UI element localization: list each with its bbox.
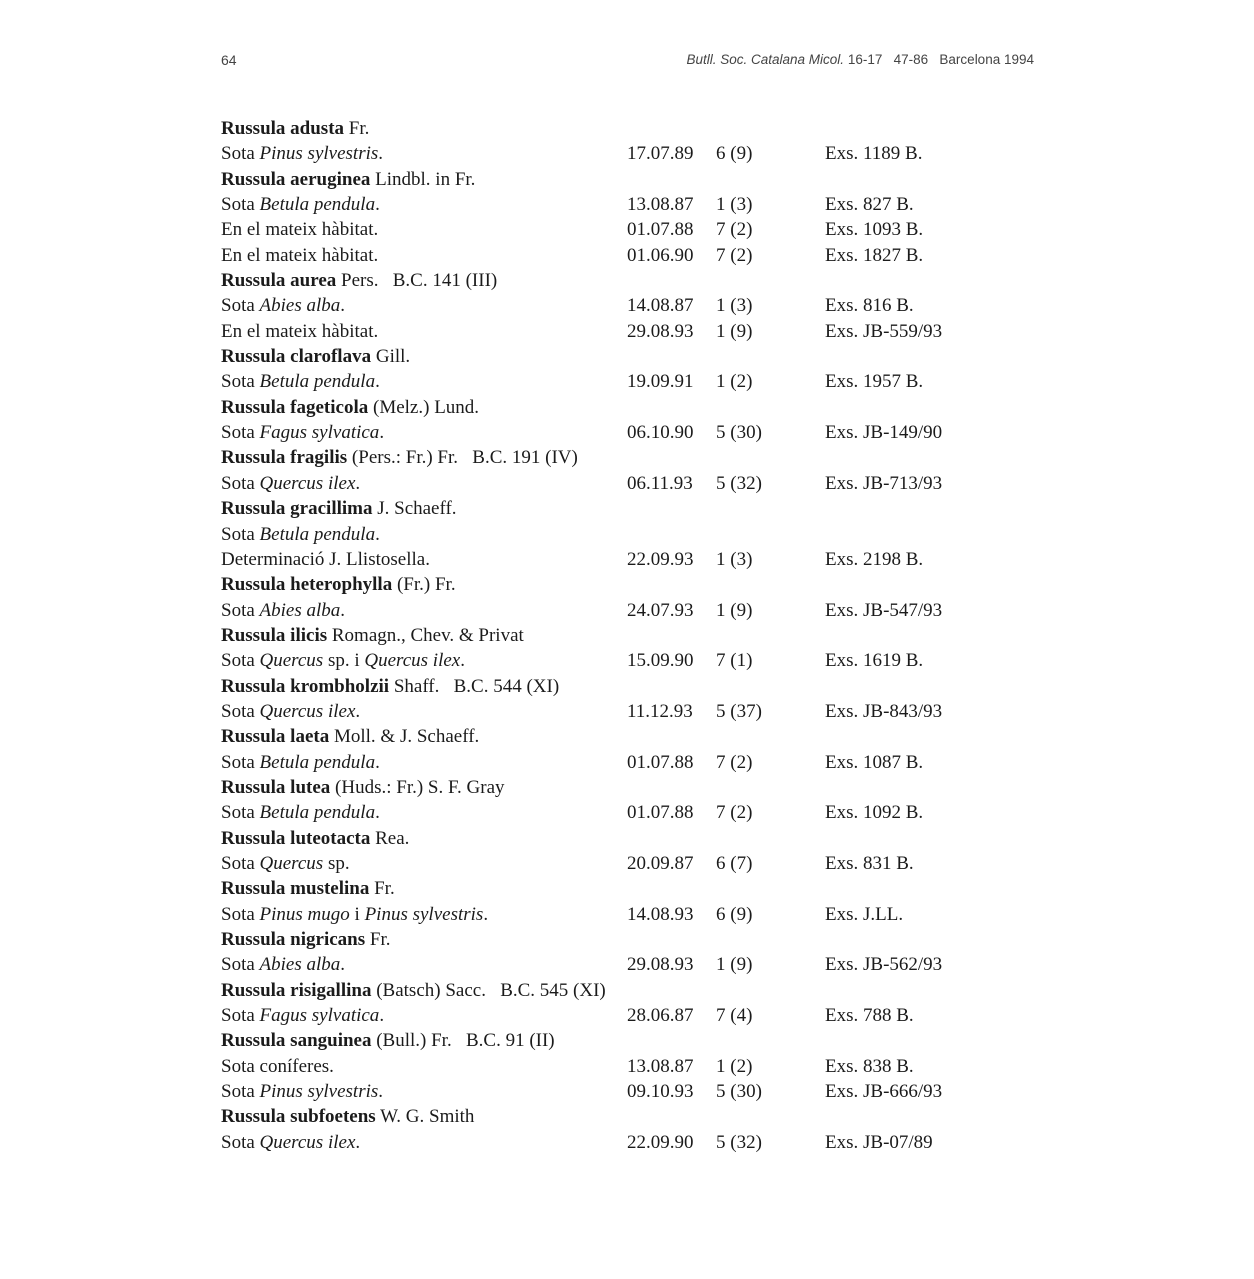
locality-number: 1 (2) bbox=[716, 371, 753, 393]
species-authority: J. Schaeff. bbox=[377, 498, 457, 520]
herbarium-specimen: Exs. JB-713/93 bbox=[825, 472, 943, 494]
species-authority: Rea. bbox=[375, 827, 410, 849]
taxon-name: Quercus ilex bbox=[259, 1131, 356, 1153]
herbarium-specimen: Exs. 2198 B. bbox=[825, 548, 924, 570]
species-heading bbox=[221, 876, 1041, 901]
record-row bbox=[221, 369, 1041, 394]
habitat: Sota Pinus sylvestris. bbox=[221, 143, 384, 165]
taxon-name: Betula pendula bbox=[259, 523, 376, 545]
locality-number: 1 (2) bbox=[716, 1055, 753, 1077]
record-row bbox=[221, 902, 1041, 927]
herbarium-specimen: Exs. JB-562/93 bbox=[825, 954, 943, 976]
record-row bbox=[221, 648, 1041, 673]
record-row bbox=[221, 1054, 1041, 1079]
collection-date: 29.08.93 bbox=[627, 320, 694, 342]
species-record-list bbox=[221, 116, 1041, 1155]
taxon-name: Quercus bbox=[259, 650, 324, 672]
record-row bbox=[221, 952, 1041, 977]
collection-date: 15.09.90 bbox=[627, 650, 694, 672]
herbarium-specimen: Exs. JB-547/93 bbox=[825, 599, 943, 621]
record-row bbox=[221, 750, 1041, 775]
record-row bbox=[221, 192, 1041, 217]
species-name: Russula nigricans bbox=[221, 929, 366, 950]
species-authority: Pers. bbox=[341, 270, 379, 292]
collection-date: 22.09.93 bbox=[627, 548, 694, 570]
taxon-name: Betula pendula bbox=[259, 802, 376, 824]
record-row bbox=[221, 243, 1041, 268]
species-heading bbox=[221, 826, 1041, 851]
record-row bbox=[221, 522, 1041, 547]
species-heading bbox=[221, 623, 1041, 648]
habitat: Sota Quercus sp. bbox=[221, 852, 350, 874]
record-row bbox=[221, 800, 1041, 825]
herbarium-specimen: Exs. 1093 B. bbox=[825, 219, 924, 241]
collection-date: 24.07.93 bbox=[627, 599, 694, 621]
locality-number: 7 (2) bbox=[716, 751, 753, 773]
habitat: En el mateix hàbitat. bbox=[221, 320, 379, 342]
record-row bbox=[221, 471, 1041, 496]
locality-number: 7 (2) bbox=[716, 219, 753, 241]
habitat: Sota Abies alba. bbox=[221, 954, 346, 976]
record-row bbox=[221, 1079, 1041, 1104]
bc-reference: B.C. 191 (IV) bbox=[472, 447, 578, 469]
journal-volume: 16-17 bbox=[847, 52, 883, 67]
collection-date: 19.09.91 bbox=[627, 371, 694, 393]
species-authority: (Bull.) Fr. bbox=[376, 1030, 452, 1052]
locality-number: 7 (4) bbox=[716, 1005, 753, 1027]
habitat: Sota Quercus sp. i Quercus ilex. bbox=[221, 650, 465, 672]
species-name: Russula fragilis bbox=[221, 447, 348, 469]
locality-number: 5 (32) bbox=[716, 1131, 762, 1153]
page-number: 64 bbox=[221, 52, 237, 68]
herbarium-specimen: Exs. 1827 B. bbox=[825, 244, 924, 266]
taxon-name: Pinus sylvestris bbox=[259, 143, 379, 165]
herbarium-specimen: Exs. 1619 B. bbox=[825, 650, 924, 672]
species-authority: (Fr.) Fr. bbox=[396, 574, 456, 596]
collection-date: 20.09.87 bbox=[627, 852, 694, 874]
species-name: Russula luteotacta bbox=[221, 827, 371, 849]
taxon-name: Quercus ilex bbox=[364, 650, 461, 672]
habitat: Sota Betula pendula. bbox=[221, 751, 380, 773]
locality-number: 1 (9) bbox=[716, 320, 753, 342]
journal-pages: 47-86 bbox=[893, 52, 929, 67]
journal-name: Butll. Soc. Catalana Micol. bbox=[686, 52, 845, 67]
collection-date: 17.07.89 bbox=[627, 143, 694, 165]
herbarium-specimen: Exs. JB-07/89 bbox=[825, 1131, 933, 1153]
taxon-name: Quercus ilex bbox=[259, 472, 356, 494]
collection-date: 13.08.87 bbox=[627, 1055, 694, 1077]
collection-date: 28.06.87 bbox=[627, 1005, 694, 1027]
species-heading bbox=[221, 268, 1041, 293]
bc-reference: B.C. 141 (III) bbox=[392, 270, 498, 292]
species-heading bbox=[221, 1104, 1041, 1129]
herbarium-specimen: Exs. 1092 B. bbox=[825, 802, 924, 824]
locality-number: 1 (9) bbox=[716, 954, 753, 976]
record-row bbox=[221, 217, 1041, 242]
record-row bbox=[221, 1003, 1041, 1028]
collection-date: 06.11.93 bbox=[627, 472, 693, 494]
species-heading bbox=[221, 775, 1041, 800]
species-name: Russula subfoetens bbox=[221, 1106, 376, 1128]
species-authority: Fr. bbox=[369, 929, 391, 950]
species-heading bbox=[221, 344, 1041, 369]
bc-reference: B.C. 545 (XI) bbox=[500, 979, 606, 1001]
species-heading bbox=[221, 445, 1041, 470]
record-row bbox=[221, 420, 1041, 445]
journal-place-year: Barcelona 1994 bbox=[939, 52, 1034, 67]
herbarium-specimen: Exs. 838 B. bbox=[825, 1055, 914, 1077]
collection-date: 01.06.90 bbox=[627, 244, 694, 266]
collection-date: 11.12.93 bbox=[627, 700, 693, 722]
herbarium-specimen: Exs. 816 B. bbox=[825, 295, 914, 317]
herbarium-specimen: Exs. 788 B. bbox=[825, 1005, 914, 1027]
locality-number: 6 (9) bbox=[716, 143, 753, 165]
habitat: Sota Abies alba. bbox=[221, 599, 346, 621]
taxon-name: Fagus sylvatica bbox=[259, 422, 380, 444]
taxon-name: Abies alba bbox=[259, 954, 341, 976]
species-name: Russula fageticola bbox=[221, 396, 369, 418]
species-heading bbox=[221, 116, 1041, 141]
species-name: Russula ilicis bbox=[221, 624, 328, 646]
locality-number: 7 (2) bbox=[716, 244, 753, 266]
habitat: Sota Pinus mugo i Pinus sylvestris. bbox=[221, 903, 489, 925]
habitat: Sota Betula pendula. bbox=[221, 523, 380, 545]
habitat: Determinació J. Llistosella. bbox=[221, 548, 430, 570]
habitat: En el mateix hàbitat. bbox=[221, 244, 379, 266]
habitat: Sota Betula pendula. bbox=[221, 371, 380, 393]
collection-date: 01.07.88 bbox=[627, 751, 694, 773]
bc-reference: B.C. 91 (II) bbox=[465, 1030, 555, 1052]
locality-number: 1 (3) bbox=[716, 548, 753, 570]
herbarium-specimen: Exs. 1189 B. bbox=[825, 143, 923, 165]
locality-number: 6 (9) bbox=[716, 903, 753, 925]
locality-number: 5 (30) bbox=[716, 422, 762, 444]
species-name: Russula mustelina bbox=[221, 878, 370, 900]
journal-reference bbox=[686, 52, 1034, 67]
habitat: Sota Fagus sylvatica. bbox=[221, 1005, 385, 1027]
taxon-name: Betula pendula bbox=[259, 371, 376, 393]
record-row bbox=[221, 293, 1041, 318]
species-heading bbox=[221, 927, 1041, 952]
habitat: En el mateix hàbitat. bbox=[221, 219, 379, 241]
species-authority: Shaff. bbox=[393, 675, 440, 697]
herbarium-specimen: Exs. JB-843/93 bbox=[825, 700, 943, 722]
species-authority: Romagn., Chev. & Privat bbox=[331, 624, 524, 646]
herbarium-specimen: Exs. 1957 B. bbox=[825, 371, 924, 393]
collection-date: 09.10.93 bbox=[627, 1081, 694, 1103]
habitat: Sota Quercus ilex. bbox=[221, 700, 361, 722]
species-name: Russula lutea bbox=[221, 776, 331, 798]
herbarium-specimen: Exs. 1087 B. bbox=[825, 751, 924, 773]
habitat: Sota Fagus sylvatica. bbox=[221, 422, 385, 444]
species-authority: (Pers.: Fr.) Fr. bbox=[351, 447, 459, 469]
species-heading bbox=[221, 496, 1041, 521]
taxon-name: Quercus ilex bbox=[259, 700, 356, 722]
herbarium-specimen: Exs. 827 B. bbox=[825, 194, 914, 216]
taxon-name: Pinus sylvestris bbox=[364, 903, 484, 925]
herbarium-specimen: Exs. JB-149/90 bbox=[825, 422, 943, 444]
habitat: Sota coníferes. bbox=[221, 1055, 334, 1077]
record-row bbox=[221, 547, 1041, 572]
species-heading bbox=[221, 1028, 1041, 1053]
taxon-name: Betula pendula bbox=[259, 194, 376, 216]
locality-number: 6 (7) bbox=[716, 852, 753, 874]
collection-date: 14.08.93 bbox=[627, 903, 694, 925]
species-name: Russula aeruginea bbox=[221, 168, 371, 190]
taxon-name: Pinus sylvestris bbox=[259, 1081, 379, 1103]
record-row bbox=[221, 141, 1041, 166]
habitat: Sota Quercus ilex. bbox=[221, 1131, 361, 1153]
habitat: Sota Betula pendula. bbox=[221, 802, 380, 824]
species-name: Russula heterophylla bbox=[221, 574, 393, 596]
herbarium-specimen: Exs. JB-559/93 bbox=[825, 320, 943, 342]
species-authority: Fr. bbox=[348, 118, 370, 139]
locality-number: 7 (1) bbox=[716, 650, 753, 672]
locality-number: 1 (3) bbox=[716, 295, 753, 317]
collection-date: 01.07.88 bbox=[627, 219, 694, 241]
collection-date: 01.07.88 bbox=[627, 802, 694, 824]
habitat: Sota Pinus sylvestris. bbox=[221, 1081, 384, 1103]
species-heading bbox=[221, 674, 1041, 699]
species-authority: Fr. bbox=[374, 878, 395, 900]
taxon-name: Abies alba bbox=[259, 599, 341, 621]
species-name: Russula krombholzii bbox=[221, 675, 390, 697]
species-name: Russula claroflava bbox=[221, 346, 372, 368]
species-heading bbox=[221, 395, 1041, 420]
herbarium-specimen: Exs. 831 B. bbox=[825, 852, 914, 874]
species-authority: Gill. bbox=[375, 346, 411, 368]
collection-date: 13.08.87 bbox=[627, 194, 694, 216]
locality-number: 5 (32) bbox=[716, 472, 762, 494]
record-row bbox=[221, 851, 1041, 876]
collection-date: 29.08.93 bbox=[627, 954, 694, 976]
species-heading bbox=[221, 724, 1041, 749]
record-row bbox=[221, 1130, 1041, 1155]
species-authority: (Huds.: Fr.) S. F. Gray bbox=[335, 776, 505, 798]
habitat: Sota Betula pendula. bbox=[221, 194, 380, 216]
habitat: Sota Quercus ilex. bbox=[221, 472, 361, 494]
habitat: Sota Abies alba. bbox=[221, 295, 346, 317]
species-name: Russula gracillima bbox=[221, 498, 373, 520]
taxon-name: Pinus mugo bbox=[259, 903, 350, 925]
bc-reference: B.C. 544 (XI) bbox=[453, 675, 560, 697]
species-heading bbox=[221, 978, 1041, 1003]
species-heading bbox=[221, 167, 1041, 192]
taxon-name: Quercus bbox=[259, 852, 324, 874]
species-heading bbox=[221, 572, 1041, 597]
species-authority: (Melz.) Lund. bbox=[373, 396, 480, 418]
species-authority: Lindbl. in Fr. bbox=[375, 168, 476, 190]
species-name: Russula adusta bbox=[221, 118, 345, 139]
collection-date: 14.08.87 bbox=[627, 295, 694, 317]
locality-number: 5 (37) bbox=[716, 700, 762, 722]
species-authority: Moll. & J. Schaeff. bbox=[333, 726, 480, 748]
taxon-name: Abies alba bbox=[259, 295, 341, 317]
taxon-name: Fagus sylvatica bbox=[259, 1005, 380, 1027]
record-row bbox=[221, 598, 1041, 623]
record-row bbox=[221, 319, 1041, 344]
locality-number: 7 (2) bbox=[716, 802, 753, 824]
species-authority: W. G. Smith bbox=[380, 1106, 475, 1128]
species-name: Russula risigallina bbox=[221, 979, 372, 1001]
collection-date: 22.09.90 bbox=[627, 1131, 694, 1153]
species-name: Russula sanguinea bbox=[221, 1030, 372, 1052]
species-authority: (Batsch) Sacc. bbox=[376, 979, 486, 1001]
locality-number: 1 (3) bbox=[716, 194, 753, 216]
taxon-name: Betula pendula bbox=[259, 751, 376, 773]
herbarium-specimen: Exs. J.LL. bbox=[825, 903, 904, 925]
collection-date: 06.10.90 bbox=[627, 422, 694, 444]
species-name: Russula aurea bbox=[221, 270, 337, 292]
herbarium-specimen: Exs. JB-666/93 bbox=[825, 1081, 943, 1103]
species-name: Russula laeta bbox=[221, 726, 330, 748]
record-row bbox=[221, 699, 1041, 724]
locality-number: 1 (9) bbox=[716, 599, 753, 621]
locality-number: 5 (30) bbox=[716, 1081, 762, 1103]
